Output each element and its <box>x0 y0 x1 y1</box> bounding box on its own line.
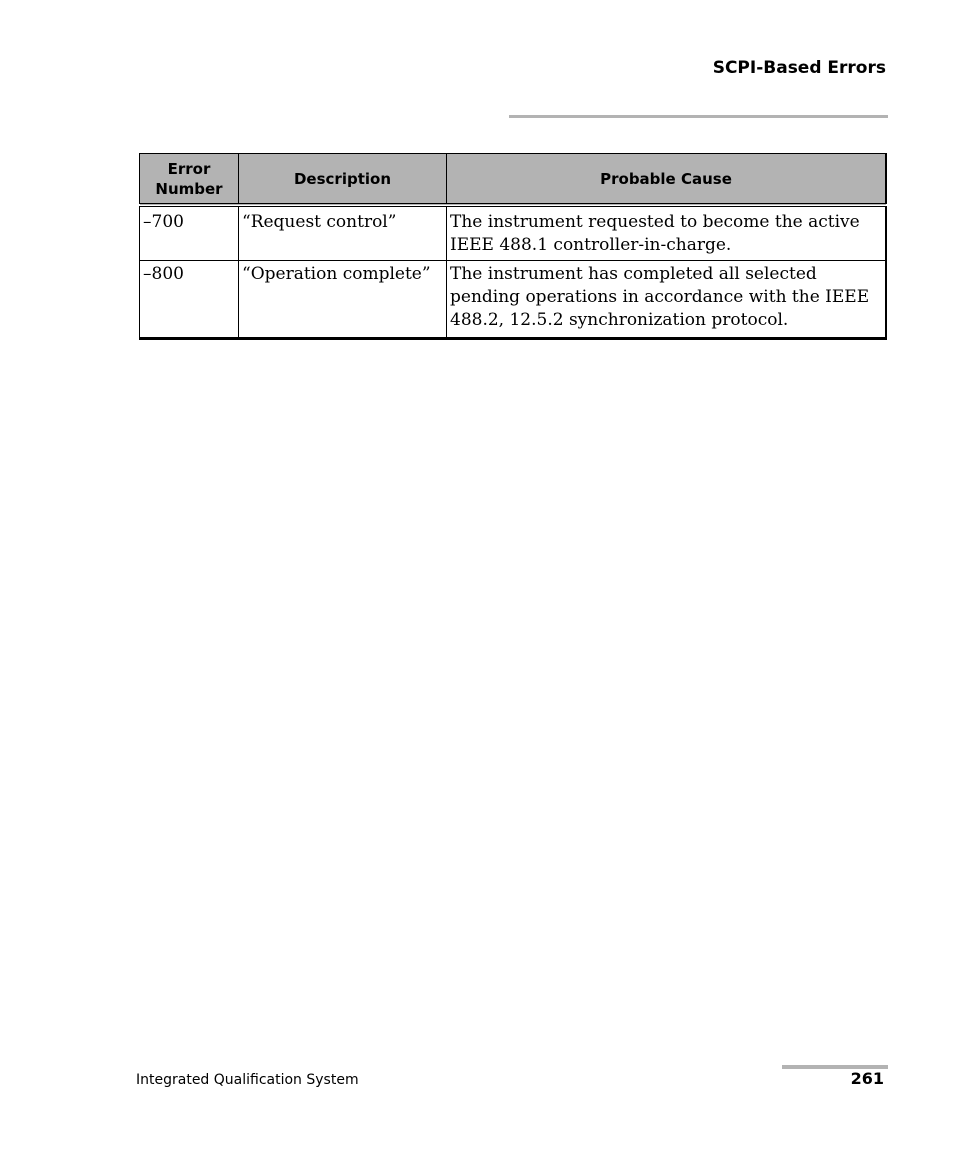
table-header-row <box>140 154 887 206</box>
footer-document-title: Integrated Qualification System <box>136 1072 359 1088</box>
page-section-title: SCPI-Based Errors <box>712 58 886 78</box>
error-table-body <box>140 205 887 339</box>
table-row <box>140 261 887 339</box>
error-table <box>139 153 887 340</box>
column-header-error-line2: Number <box>155 179 223 198</box>
table-row <box>140 205 887 261</box>
column-header-probable-cause: Probable Cause <box>447 154 887 206</box>
page-number: 261 <box>850 1069 884 1088</box>
description-cell: “Operation complete” <box>239 261 447 339</box>
error-table-header <box>140 154 887 206</box>
probable-cause-cell: The instrument has completed all selected pending operations in accordance with the IEEE 488.2, 12.5.2 synchronization protocol. <box>447 261 887 339</box>
column-header-description: Description <box>239 154 447 206</box>
probable-cause-cell: The instrument requested to become the active IEEE 488.1 controller-in-charge. <box>447 205 887 261</box>
header-divider <box>509 115 888 118</box>
column-header-error-number <box>140 154 239 206</box>
column-header-error-line1: Error <box>167 159 211 178</box>
description-cell: “Request control” <box>239 205 447 261</box>
error-number-cell: –800 <box>140 261 239 339</box>
error-number-cell: –700 <box>140 205 239 261</box>
